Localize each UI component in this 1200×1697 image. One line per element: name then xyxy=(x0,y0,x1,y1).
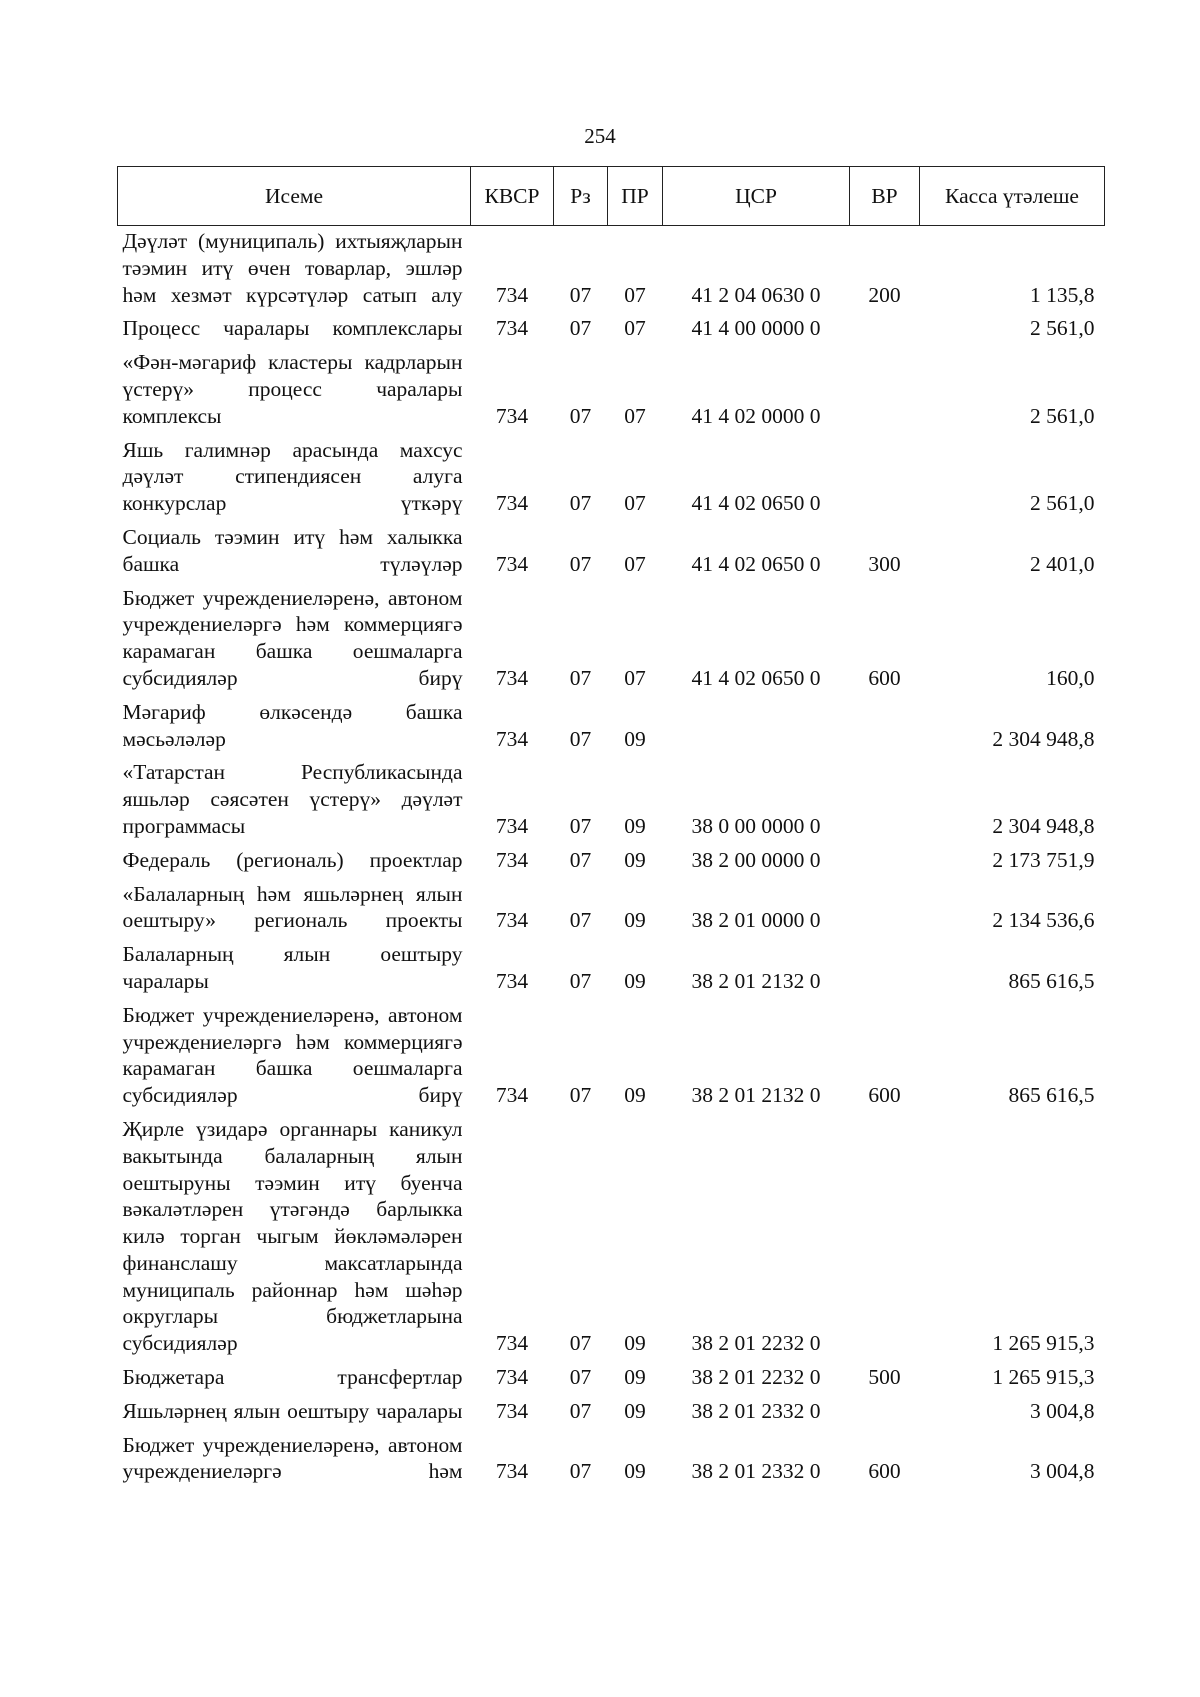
row-name: Дәүләт (муниципаль) ихтыяҗларын тәэмин итү өчен товарлар, эшләр һәм хезмәт күрсәтүләр сатып алу xyxy=(122,229,463,307)
table-row xyxy=(118,1109,1105,1357)
row-name: Социаль тәэмин итү һәм халыкка башка түләүләр xyxy=(122,524,463,576)
row-vr xyxy=(850,692,920,753)
row-rz: 07 xyxy=(569,403,592,428)
row-vr xyxy=(850,308,920,342)
row-kvsr: 734 xyxy=(495,282,529,307)
row-csr: 38 2 01 2332 0 xyxy=(691,1398,821,1423)
table-row xyxy=(118,752,1105,839)
row-name: Бюджетара трансфертлар xyxy=(122,1365,463,1390)
row-kvsr: 734 xyxy=(495,403,529,428)
row-name: «Фән-мәгариф кластеры кадрларын үстерү» процесс чаралары комплексы xyxy=(122,350,463,428)
table-row xyxy=(118,430,1105,517)
row-pr: 09 xyxy=(624,1459,646,1484)
row-vr xyxy=(850,1391,920,1425)
row-name: Балаларның ялын оештыру чаралары xyxy=(122,942,463,993)
row-csr: 38 2 01 2332 0 xyxy=(691,1459,821,1484)
table-row xyxy=(118,1391,1105,1425)
row-pr: 07 xyxy=(624,551,646,576)
row-rz: 07 xyxy=(569,665,592,690)
row-vr: 500 xyxy=(868,1365,901,1390)
row-kvsr: 734 xyxy=(495,1459,529,1484)
row-pr: 09 xyxy=(624,1365,646,1390)
row-vr: 600 xyxy=(868,665,901,690)
row-kvsr: 734 xyxy=(495,726,529,751)
row-pr: 07 xyxy=(624,665,646,690)
row-pr: 09 xyxy=(624,1331,646,1356)
row-kassa: 2 134 536,6 xyxy=(992,908,1095,933)
row-vr xyxy=(850,934,920,995)
header-pr: ПР xyxy=(608,167,663,226)
row-rz: 07 xyxy=(569,726,592,751)
row-vr xyxy=(850,430,920,517)
row-vr: 600 xyxy=(868,1459,901,1484)
row-kvsr: 734 xyxy=(495,491,529,516)
row-csr: 38 2 00 0000 0 xyxy=(691,847,821,872)
table-row xyxy=(118,1425,1105,1486)
row-pr: 09 xyxy=(624,726,646,751)
row-pr: 09 xyxy=(624,1083,646,1108)
row-kassa: 2 561,0 xyxy=(1030,316,1095,341)
row-pr: 07 xyxy=(624,403,646,428)
table-row xyxy=(118,578,1105,692)
row-kvsr: 734 xyxy=(495,813,529,838)
row-kassa: 2 304 948,8 xyxy=(992,726,1095,751)
row-kassa: 2 561,0 xyxy=(1030,491,1095,516)
row-vr: 300 xyxy=(868,551,901,576)
row-vr xyxy=(850,1109,920,1357)
page-number: 254 xyxy=(584,124,616,148)
row-kassa: 1 265 915,3 xyxy=(992,1331,1095,1356)
row-pr: 09 xyxy=(624,847,646,872)
row-rz: 07 xyxy=(569,1083,592,1108)
row-pr: 09 xyxy=(624,1398,646,1423)
row-kvsr: 734 xyxy=(495,1365,529,1390)
row-csr: 41 4 02 0650 0 xyxy=(691,491,821,516)
row-pr: 07 xyxy=(624,282,646,307)
table-row xyxy=(118,308,1105,342)
header-kassa: Касса үтәлеше xyxy=(920,167,1105,226)
row-kassa: 865 616,5 xyxy=(1008,1083,1095,1108)
row-vr xyxy=(850,342,920,429)
row-name: Федераль (региональ) проектлар xyxy=(122,847,463,872)
row-csr xyxy=(663,692,850,753)
row-csr: 41 4 00 0000 0 xyxy=(691,316,821,341)
row-csr: 41 4 02 0000 0 xyxy=(691,403,821,428)
row-rz: 07 xyxy=(569,968,592,993)
table-row xyxy=(118,840,1105,874)
row-kvsr: 734 xyxy=(495,968,529,993)
row-rz: 07 xyxy=(569,282,592,307)
header-rz: Рз xyxy=(554,167,608,226)
row-name: Җирле үзидарә органнары каникул вакытында балаларның ялын оештыруны тәэмин итү буенча вәкаләтләрен үтәгәндә барлыкка килә торган чыгым йөкләмәләрен финанслашу максатларында муниципаль районнар һәм шәһәр округлары бюджетларына субсидияләр xyxy=(122,1116,463,1356)
row-rz: 07 xyxy=(569,1331,592,1356)
row-name: Бюджет учреждениеләренә, автоном учреждениеләргә һәм коммерциягә карамаган башка оешмаларга субсидияләр бирү xyxy=(122,585,463,690)
row-rz: 07 xyxy=(569,847,592,872)
row-kassa: 3 004,8 xyxy=(1030,1398,1095,1423)
row-csr: 38 2 01 2232 0 xyxy=(691,1331,821,1356)
row-kvsr: 734 xyxy=(495,1398,529,1423)
row-vr xyxy=(850,874,920,935)
row-kassa: 1 265 915,3 xyxy=(992,1365,1095,1390)
row-vr xyxy=(850,840,920,874)
row-name: Процесс чаралары комплекслары xyxy=(122,316,463,341)
header-vr: ВР xyxy=(850,167,920,226)
row-csr: 38 2 01 2132 0 xyxy=(691,968,821,993)
row-rz: 07 xyxy=(569,1365,592,1390)
table-row xyxy=(118,692,1105,753)
row-name: Бюджет учреждениеләренә, автоном учреждениеләргә һәм коммерциягә карамаган башка оешмаларга субсидияләр бирү xyxy=(122,1002,463,1108)
row-kvsr: 734 xyxy=(495,1083,529,1108)
row-name: Бюджет учреждениеләренә, автоном учреждениеләргә һәм xyxy=(122,1432,463,1484)
row-name: Яшь галимнәр арасында махсус дәүләт стипендиясен алуга конкурслар үткәрү xyxy=(122,437,463,516)
row-kassa: 2 561,0 xyxy=(1030,403,1095,428)
table-row xyxy=(118,226,1105,309)
row-name: Мәгариф өлкәсендә башка мәсьәләләр xyxy=(122,699,463,751)
row-kassa: 3 004,8 xyxy=(1030,1459,1095,1484)
table-row xyxy=(118,874,1105,935)
header-name: Исеме xyxy=(118,167,471,226)
row-kvsr: 734 xyxy=(495,316,529,341)
row-name: «Татарстан Республикасында яшьләр сәясәтен үстерү» дәүләт программасы xyxy=(122,760,463,838)
row-name: «Балаларның һәм яшьләрнең ялын оештыру» региональ проекты xyxy=(122,881,463,933)
row-rz: 07 xyxy=(569,551,592,576)
row-kassa: 2 173 751,9 xyxy=(992,847,1095,872)
row-kvsr: 734 xyxy=(495,1331,529,1356)
row-kvsr: 734 xyxy=(495,551,529,576)
row-kvsr: 734 xyxy=(495,908,529,933)
row-vr xyxy=(850,752,920,839)
row-csr: 38 0 00 0000 0 xyxy=(691,813,821,838)
header-kvsr: КВСР xyxy=(471,167,554,226)
budget-table xyxy=(117,166,1105,1485)
row-kvsr: 734 xyxy=(495,665,529,690)
row-pr: 09 xyxy=(624,908,646,933)
row-vr: 200 xyxy=(868,282,901,307)
row-csr: 38 2 01 2232 0 xyxy=(691,1365,821,1390)
row-csr: 41 2 04 0630 0 xyxy=(691,282,821,307)
row-kassa: 2 304 948,8 xyxy=(992,813,1095,838)
row-pr: 09 xyxy=(624,813,646,838)
row-rz: 07 xyxy=(569,1459,592,1484)
row-kassa: 865 616,5 xyxy=(1008,968,1095,993)
row-vr: 600 xyxy=(868,1083,901,1108)
row-rz: 07 xyxy=(569,813,592,838)
row-rz: 07 xyxy=(569,908,592,933)
row-csr: 41 4 02 0650 0 xyxy=(691,665,821,690)
row-rz: 07 xyxy=(569,1398,592,1423)
row-rz: 07 xyxy=(569,491,592,516)
table-header-row xyxy=(118,167,1105,226)
row-csr: 41 4 02 0650 0 xyxy=(691,551,821,576)
row-csr: 38 2 01 2132 0 xyxy=(691,1083,821,1108)
table-row xyxy=(118,517,1105,578)
row-csr: 38 2 01 0000 0 xyxy=(691,908,821,933)
header-csr: ЦСР xyxy=(663,167,850,226)
table-row xyxy=(118,995,1105,1109)
row-kassa: 160,0 xyxy=(1046,665,1095,690)
table-row xyxy=(118,342,1105,429)
table-row xyxy=(118,934,1105,995)
row-kassa: 2 401,0 xyxy=(1030,551,1095,576)
row-pr: 09 xyxy=(624,968,646,993)
row-kassa: 1 135,8 xyxy=(1030,282,1095,307)
row-kvsr: 734 xyxy=(495,847,529,872)
row-name: Яшьләрнең ялын оештыру чаралары xyxy=(122,1398,463,1423)
row-rz: 07 xyxy=(569,316,592,341)
table-row xyxy=(118,1357,1105,1391)
row-pr: 07 xyxy=(624,491,646,516)
row-pr: 07 xyxy=(624,316,646,341)
